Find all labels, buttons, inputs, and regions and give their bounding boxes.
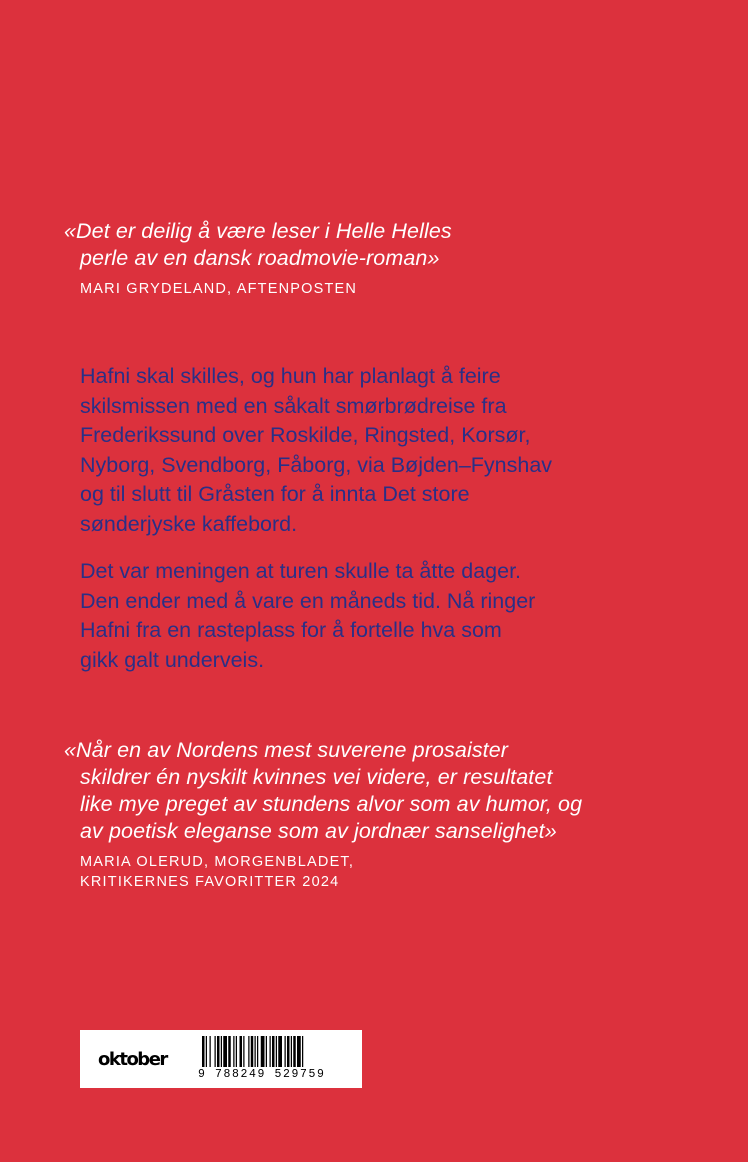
description-line: Den ender med å vare en måneds tid. Nå ringer xyxy=(80,588,536,613)
barcode-bar xyxy=(276,1036,277,1067)
description-paragraph-1 xyxy=(80,362,552,539)
barcode-bar xyxy=(302,1036,303,1067)
quote-attribution-1 xyxy=(80,279,357,299)
barcode-bar xyxy=(255,1036,256,1067)
attribution-line: MARI GRYDELAND, AFTENPOSTEN xyxy=(80,281,358,297)
description-line: skilsmissen med en såkalt smørbrødreise fra xyxy=(80,393,507,418)
barcode-bar xyxy=(228,1036,231,1067)
barcode-bar xyxy=(215,1036,216,1067)
barcode-bar xyxy=(297,1036,301,1067)
description-line: Frederikssund over Roskilde, Ringsted, Korsør, xyxy=(80,423,531,447)
review-quote-1 xyxy=(64,218,452,272)
quote-line: «Når en av Nordens mest suverene prosaister xyxy=(64,738,509,762)
barcode-bar xyxy=(257,1036,258,1067)
barcode-bar xyxy=(202,1036,205,1067)
barcode-bar xyxy=(223,1036,227,1067)
review-quote-2 xyxy=(64,737,582,845)
barcode-bar xyxy=(287,1036,290,1067)
barcode-bar xyxy=(236,1036,237,1067)
isbn-number: 9 788249 529759 xyxy=(198,1068,326,1081)
attribution-line: MARIA OLERUD, MORGENBLADET, xyxy=(80,854,355,870)
attribution-line: KRITIKERNES FAVORITTER 2024 xyxy=(80,874,340,890)
quote-attribution-2 xyxy=(80,852,354,892)
barcode-bar xyxy=(233,1036,234,1067)
barcode-panel xyxy=(80,1030,362,1088)
barcode-bar xyxy=(278,1036,282,1067)
description-line: Hafni skal skilles, og hun har planlagt å feire xyxy=(80,364,501,388)
description-line: sønderjyske kaffebord. xyxy=(80,511,298,536)
quote-line: perle av en dansk roadmovie-roman» xyxy=(80,246,440,270)
description-paragraph-2 xyxy=(80,557,535,675)
barcode-bar xyxy=(272,1036,275,1067)
barcode-bar xyxy=(251,1036,254,1067)
barcode-bar xyxy=(206,1036,207,1067)
barcode-bar xyxy=(248,1036,249,1067)
barcode-bar xyxy=(240,1036,243,1067)
quote-line: skildrer én nyskilt kvinnes vei videre, er resultatet xyxy=(80,765,553,789)
isbn-barcode xyxy=(202,1036,352,1068)
description-line: og til slutt til Gråsten for å innta Det store xyxy=(80,482,470,506)
barcode-bar xyxy=(243,1036,244,1067)
description-line: Det var meningen at turen skulle ta åtte dager. xyxy=(80,559,522,583)
description-line: Hafni fra en rasteplass for å fortelle hva som xyxy=(80,618,502,642)
barcode-bar xyxy=(270,1036,271,1067)
quote-line: av poetisk eleganse som av jordnær sanselighet» xyxy=(80,819,557,843)
barcode-bar xyxy=(291,1036,292,1067)
barcode-bar xyxy=(210,1036,211,1067)
barcode-bar xyxy=(285,1036,286,1067)
barcode-bar xyxy=(261,1036,265,1067)
barcode-bar xyxy=(217,1036,220,1067)
publisher-logo: oktober xyxy=(98,1049,167,1070)
description-line: Nyborg, Svendborg, Fåborg, via Bøjden–Fynshav xyxy=(80,452,553,477)
barcode-bar xyxy=(293,1036,296,1067)
quote-line: «Det er deilig å være leser i Helle Helles xyxy=(64,219,452,243)
barcode-bar xyxy=(266,1036,267,1067)
quote-line: like mye preget av stundens alvor som av humor, og xyxy=(80,792,583,816)
description-line: gikk galt underveis. xyxy=(80,647,265,672)
barcode-bar xyxy=(221,1036,222,1067)
